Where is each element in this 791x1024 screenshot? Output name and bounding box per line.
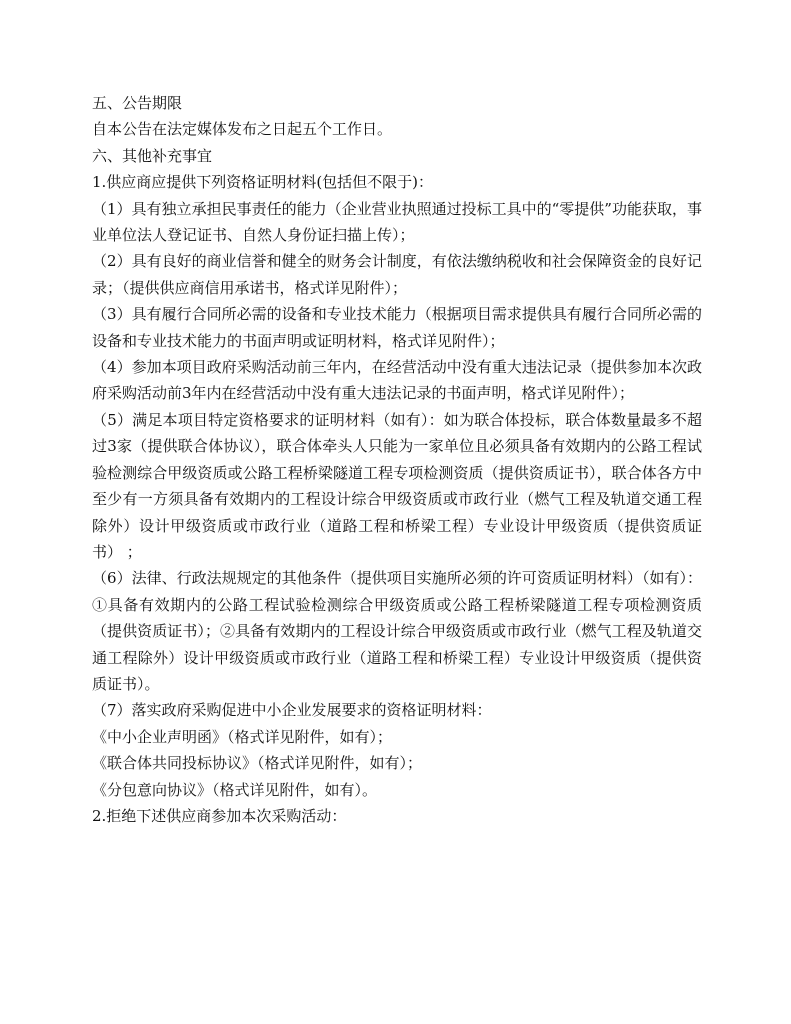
section-heading-other-matters: 六、其他补充事宜 bbox=[92, 146, 213, 165]
section-heading-announcement-period: 五、公告期限 bbox=[92, 94, 183, 112]
consortium-agreement-line: 《联合体共同投标协议》（格式详见附件，如有）； bbox=[92, 754, 423, 773]
rejected-suppliers-heading: 2.拒绝下述供应商参加本次采购活动： bbox=[92, 806, 347, 825]
sme-declaration-line: 《中小企业声明函》（格式详见附件，如有）； bbox=[92, 727, 393, 746]
requirement-item-6: （6）法律、行政法规规定的其他条件（提供项目实施所必须的许可资质证明材料）（如有）：①具备有效期内的公路工程试验检测综合甲级资质或公路工程桥梁隧道工程专项检测资质（提供资质证书）；②具备有效期内的工程设计综合甲级资质或市政行业（燃气工程及轨道交通工程除外）设计甲级资质或市政行业（道路工程和桥梁工程）专业设计甲级资质（提供资质证书）。 bbox=[92, 569, 702, 693]
announcement-period-text: 自本公告在法定媒体发布之日起五个工作日。 bbox=[92, 120, 393, 139]
subcontract-agreement-line: 《分包意向协议》（格式详见附件，如有）。 bbox=[92, 780, 378, 799]
qualification-materials-intro: 1.供应商应提供下列资格证明材料(包括但不限于)： bbox=[92, 173, 434, 192]
document-body bbox=[92, 90, 702, 829]
requirement-item-3: （3）具有履行合同所必需的设备和专业技术能力（根据项目需求提供具有履行合同所必需的设备和专业技术能力的书面声明或证明材料，格式详见附件）； bbox=[92, 305, 702, 350]
requirement-item-7: （7）落实政府采购促进中小企业发展要求的资格证明材料： bbox=[92, 701, 492, 720]
requirement-item-4: （4）参加本项目政府采购活动前三年内，在经营活动中没有重大违法记录（提供参加本次政府采购活动前3年内在经营活动中没有重大违法记录的书面声明，格式详见附件）； bbox=[92, 358, 702, 403]
requirement-item-1: （1）具有独立承担民事责任的能力（企业营业执照通过投标工具中的“零提供”功能获取，事业单位法人登记证书、自然人身份证扫描上传）； bbox=[92, 199, 702, 245]
requirement-item-2: （2）具有良好的商业信誉和健全的财务会计制度，有依法缴纳税收和社会保障资金的良好记录；（提供供应商信用承诺书，格式详见附件）； bbox=[92, 252, 702, 297]
requirement-item-5: （5）满足本项目特定资格要求的证明材料（如有）：如为联合体投标，联合体数量最多不超过3家（提供联合体协议），联合体牵头人只能为一家单位且必须具备有效期内的公路工程试验检测综合甲级资质或公路工程桥梁隧道工程专项检测资质（提供资质证书），联合体各方中至少有一方须具备有效期内的工程设计综合甲级资质或市政行业（燃气工程及轨道交通工程除外）设计甲级资质或市政行业（道路工程和桥梁工程）专业设计甲级资质（提供资质证书） ； bbox=[92, 410, 702, 561]
